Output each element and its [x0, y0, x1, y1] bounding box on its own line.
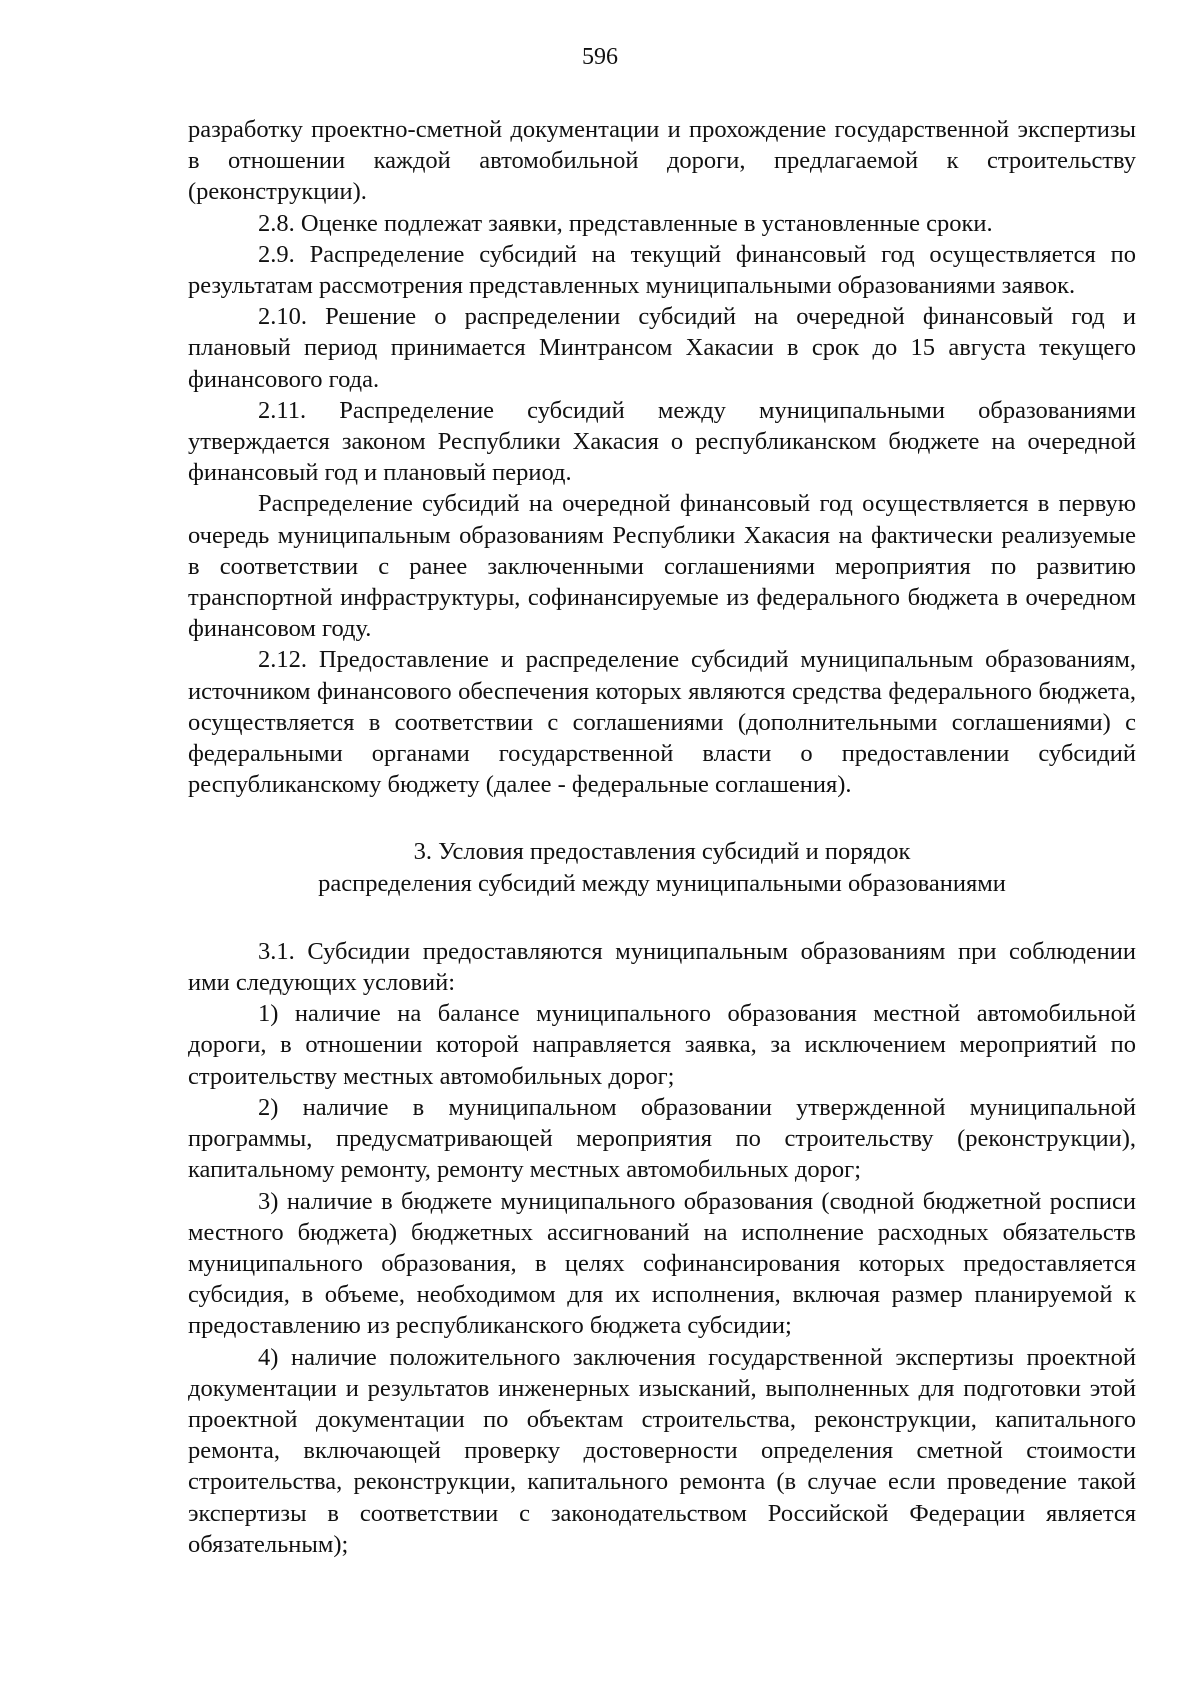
paragraph: 2.10. Решение о распределении субсидий на очередной финансовый год и плановый период принимается Минтрансом Хакасии в срок до 15 августа текущего финансового года. [188, 303, 1136, 393]
section-heading-line-2: распределения субсидий между муниципальными образованиями [318, 869, 1006, 897]
paragraph: 3) наличие в бюджете муниципального образования (сводной бюджетной росписи местного бюджета) бюджетных ассигнований на исполнение расходных обязательств муниципального образования, в целях софинансирования которых предоставляется субсидия, в объеме, необходимом для их исполнения, включая размер планируемой к предоставлению из республиканского бюджета субсидии; [188, 1187, 1136, 1340]
section-heading-line-1: 3. Условия предоставления субсидий и порядок [413, 838, 911, 866]
section-heading [188, 836, 1136, 898]
paragraph: 2.11. Распределение субсидий между муниципальными образованиями утверждается законом Республики Хакасия о республиканском бюджете на очередной финансовый год и плановый период. [188, 396, 1136, 487]
paragraph: 4) наличие положительного заключения государственной экспертизы проектной документации и результатов инженерных изысканий, выполненных для подготовки этой проектной документации по объектам строительства, реконструкции, капитального ремонта, включающей проверку достоверности определения сметной стоимости строительства, реконструкции, капитального ремонта (в случае если проведение такой экспертизы в соответствии с законодательством Российской Федерации является обязательным); [188, 1343, 1136, 1558]
paragraph: 2.8. Оценке подлежат заявки, представленные в установленные сроки. [258, 209, 993, 237]
paragraph: Распределение субсидий на очередной финансовый год осуществляется в первую очередь муниципальным образованиям Республики Хакасия на фактически реализуемые в соответствии с ранее заключенными соглашениями мероприятия по развитию транспортной инфраструктуры, софинансируемые из федерального бюджета в очередном финансовом году. [188, 490, 1136, 643]
paragraph: 2) наличие в муниципальном образовании утвержденной муниципальной программы, предусматривающей мероприятия по строительству (реконструкции), капитальному ремонту, ремонту местных автомобильных дорог; [188, 1093, 1136, 1184]
document-body [188, 114, 1136, 1560]
paragraph: 2.9. Распределение субсидий на текущий финансовый год осуществляется по результатам рассмотрения представленных муниципальными образованиями заявок. [188, 240, 1136, 300]
paragraph: 2.12. Предоставление и распределение субсидий муниципальным образованиям, источником финансового обеспечения которых являются средства федерального бюджета, осуществляется в соответствии с соглашениями (дополнительными соглашениями) с федеральными органами государственной власти о предоставлении субсидий республиканскому бюджету (далее - федеральные соглашения). [188, 646, 1136, 799]
paragraphs-before-section [188, 114, 1136, 800]
paragraph: разработку проектно-сметной документации и прохождение государственной экспертизы в отношении каждой автомобильной дороги, предлагаемой к строительству (реконструкции). [188, 116, 1136, 206]
page-number: 596 [582, 44, 618, 70]
paragraphs-after-section [188, 936, 1136, 1560]
paragraph: 1) наличие на балансе муниципального образования местной автомобильной дороги, в отношении которой направляется заявка, за исключением мероприятий по строительству местных автомобильных дорог; [188, 1000, 1136, 1090]
paragraph: 3.1. Субсидии предоставляются муниципальным образованиям при соблюдении ими следующих условий: [188, 937, 1136, 997]
